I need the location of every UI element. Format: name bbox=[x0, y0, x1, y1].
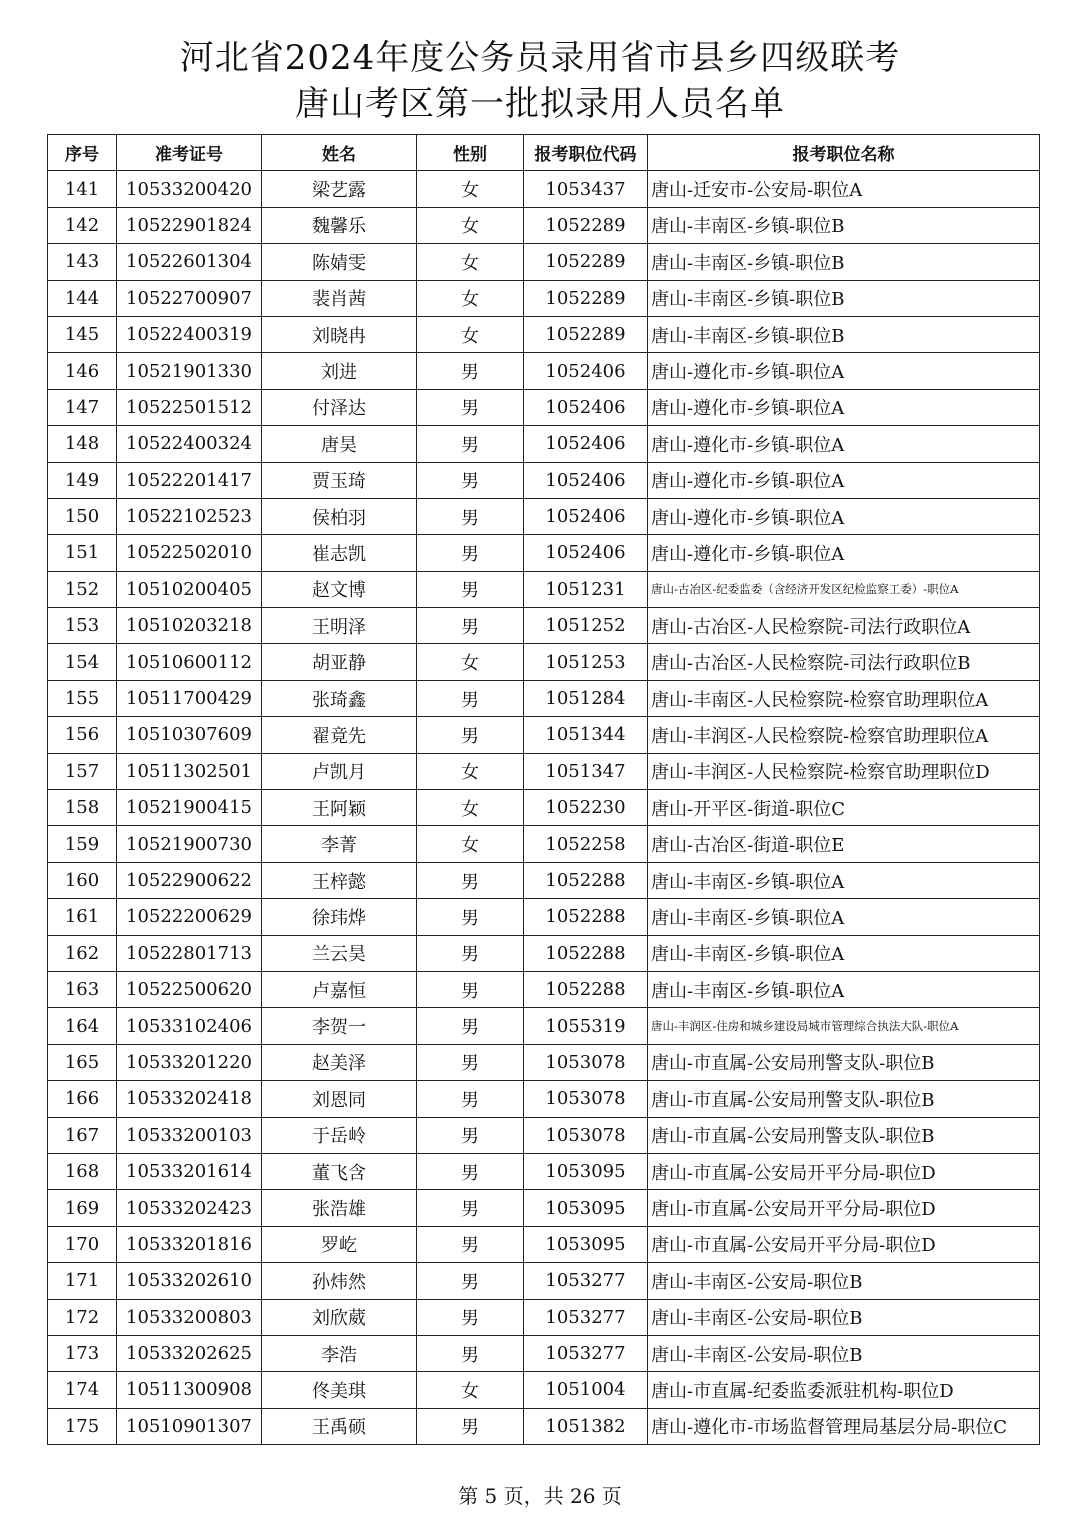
cell-exam-id: 10510600112 bbox=[117, 644, 262, 680]
cell-position-code: 1052288 bbox=[524, 935, 648, 971]
cell-name: 李菁 bbox=[262, 826, 417, 862]
cell-exam-id: 10522102523 bbox=[117, 498, 262, 534]
cell-index: 167 bbox=[48, 1117, 117, 1153]
table-row bbox=[48, 571, 1040, 607]
cell-exam-id: 10510307609 bbox=[117, 717, 262, 753]
cell-gender: 男 bbox=[417, 1008, 524, 1044]
table-row bbox=[48, 1226, 1040, 1262]
cell-name: 翟竟先 bbox=[262, 717, 417, 753]
cell-gender: 男 bbox=[417, 1299, 524, 1335]
cell-position-name: 唐山-遵化市-乡镇-职位A bbox=[648, 462, 1040, 498]
table-row bbox=[48, 171, 1040, 207]
cell-position-code: 1051252 bbox=[524, 608, 648, 644]
table-row bbox=[48, 280, 1040, 316]
table-row bbox=[48, 862, 1040, 898]
cell-name: 付泽达 bbox=[262, 389, 417, 425]
cell-gender: 男 bbox=[417, 717, 524, 753]
cell-index: 151 bbox=[48, 535, 117, 571]
cell-exam-id: 10522900622 bbox=[117, 862, 262, 898]
cell-exam-id: 10533202423 bbox=[117, 1190, 262, 1226]
cell-gender: 男 bbox=[417, 353, 524, 389]
cell-position-code: 1053078 bbox=[524, 1044, 648, 1080]
cell-position-name: 唐山-丰润区-人民检察院-检察官助理职位A bbox=[648, 717, 1040, 753]
cell-index: 150 bbox=[48, 498, 117, 534]
cell-position-code: 1053095 bbox=[524, 1153, 648, 1189]
cell-index: 159 bbox=[48, 826, 117, 862]
cell-gender: 女 bbox=[417, 753, 524, 789]
cell-gender: 女 bbox=[417, 171, 524, 207]
cell-index: 157 bbox=[48, 753, 117, 789]
cell-index: 171 bbox=[48, 1263, 117, 1299]
cell-index: 153 bbox=[48, 608, 117, 644]
table-row bbox=[48, 608, 1040, 644]
header-position-name: 报考职位名称 bbox=[648, 135, 1040, 171]
cell-position-name: 唐山-市直属-公安局开平分局-职位D bbox=[648, 1153, 1040, 1189]
cell-exam-id: 10522500620 bbox=[117, 971, 262, 1007]
table-row bbox=[48, 316, 1040, 352]
cell-position-code: 1053095 bbox=[524, 1190, 648, 1226]
cell-name: 贾玉琦 bbox=[262, 462, 417, 498]
cell-position-code: 1052406 bbox=[524, 353, 648, 389]
cell-gender: 女 bbox=[417, 244, 524, 280]
cell-position-name: 唐山-古冶区-纪委监委（含经济开发区纪检监察工委）-职位A bbox=[648, 571, 1040, 607]
cell-position-name: 唐山-市直属-公安局开平分局-职位D bbox=[648, 1190, 1040, 1226]
cell-name: 侯柏羽 bbox=[262, 498, 417, 534]
cell-gender: 男 bbox=[417, 535, 524, 571]
header-name: 姓名 bbox=[262, 135, 417, 171]
cell-name: 刘进 bbox=[262, 353, 417, 389]
cell-position-code: 1052289 bbox=[524, 280, 648, 316]
cell-name: 兰云昊 bbox=[262, 935, 417, 971]
cell-gender: 男 bbox=[417, 862, 524, 898]
table-row bbox=[48, 1372, 1040, 1408]
cell-name: 刘欣葳 bbox=[262, 1299, 417, 1335]
table-row bbox=[48, 1044, 1040, 1080]
page-footer: 第 5 页，共 26 页 bbox=[458, 1484, 622, 1508]
cell-name: 罗屹 bbox=[262, 1226, 417, 1262]
table-row bbox=[48, 1153, 1040, 1189]
cell-name: 徐玮烨 bbox=[262, 899, 417, 935]
cell-position-name: 唐山-古冶区-人民检察院-司法行政职位A bbox=[648, 608, 1040, 644]
cell-position-name: 唐山-开平区-街道-职位C bbox=[648, 790, 1040, 826]
cell-position-code: 1055319 bbox=[524, 1008, 648, 1044]
cell-name: 于岳岭 bbox=[262, 1117, 417, 1153]
cell-position-code: 1052406 bbox=[524, 389, 648, 425]
cell-gender: 男 bbox=[417, 899, 524, 935]
cell-name: 裴肖茜 bbox=[262, 280, 417, 316]
cell-exam-id: 10533201816 bbox=[117, 1226, 262, 1262]
cell-position-code: 1053277 bbox=[524, 1299, 648, 1335]
cell-exam-id: 10533200420 bbox=[117, 171, 262, 207]
cell-name: 张浩雄 bbox=[262, 1190, 417, 1226]
cell-gender: 男 bbox=[417, 608, 524, 644]
cell-name: 梁艺露 bbox=[262, 171, 417, 207]
cell-index: 149 bbox=[48, 462, 117, 498]
table-row bbox=[48, 498, 1040, 534]
table-row bbox=[48, 207, 1040, 243]
cell-index: 146 bbox=[48, 353, 117, 389]
cell-position-code: 1052288 bbox=[524, 899, 648, 935]
cell-position-name: 唐山-丰南区-公安局-职位B bbox=[648, 1299, 1040, 1335]
table-row bbox=[48, 1408, 1040, 1444]
header-position-code: 报考职位代码 bbox=[524, 135, 648, 171]
cell-position-name: 唐山-丰南区-人民检察院-检察官助理职位A bbox=[648, 680, 1040, 716]
cell-position-code: 1052289 bbox=[524, 316, 648, 352]
cell-index: 164 bbox=[48, 1008, 117, 1044]
table-row bbox=[48, 935, 1040, 971]
table-row bbox=[48, 244, 1040, 280]
cell-index: 173 bbox=[48, 1335, 117, 1371]
cell-name: 王阿颖 bbox=[262, 790, 417, 826]
cell-index: 145 bbox=[48, 316, 117, 352]
cell-index: 174 bbox=[48, 1372, 117, 1408]
cell-position-name: 唐山-市直属-纪委监委派驻机构-职位D bbox=[648, 1372, 1040, 1408]
cell-exam-id: 10521901330 bbox=[117, 353, 262, 389]
cell-position-code: 1051382 bbox=[524, 1408, 648, 1444]
cell-index: 169 bbox=[48, 1190, 117, 1226]
cell-index: 161 bbox=[48, 899, 117, 935]
cell-position-code: 1051344 bbox=[524, 717, 648, 753]
cell-gender: 男 bbox=[417, 1335, 524, 1371]
cell-exam-id: 10533200103 bbox=[117, 1117, 262, 1153]
cell-name: 佟美琪 bbox=[262, 1372, 417, 1408]
cell-name: 董飞含 bbox=[262, 1153, 417, 1189]
cell-gender: 女 bbox=[417, 790, 524, 826]
cell-position-code: 1052288 bbox=[524, 971, 648, 1007]
cell-name: 唐昊 bbox=[262, 426, 417, 462]
cell-exam-id: 10522801713 bbox=[117, 935, 262, 971]
cell-index: 147 bbox=[48, 389, 117, 425]
cell-position-code: 1051284 bbox=[524, 680, 648, 716]
cell-name: 李贺一 bbox=[262, 1008, 417, 1044]
table-row bbox=[48, 1008, 1040, 1044]
cell-position-name: 唐山-迁安市-公安局-职位A bbox=[648, 171, 1040, 207]
cell-exam-id: 10533200803 bbox=[117, 1299, 262, 1335]
cell-exam-id: 10510200405 bbox=[117, 571, 262, 607]
cell-position-name: 唐山-市直属-公安局刑警支队-职位B bbox=[648, 1044, 1040, 1080]
cell-name: 王梓懿 bbox=[262, 862, 417, 898]
cell-position-code: 1052406 bbox=[524, 498, 648, 534]
cell-position-name: 唐山-遵化市-乡镇-职位A bbox=[648, 426, 1040, 462]
table-row bbox=[48, 753, 1040, 789]
table-row bbox=[48, 644, 1040, 680]
cell-index: 175 bbox=[48, 1408, 117, 1444]
cell-exam-id: 10533201614 bbox=[117, 1153, 262, 1189]
table-header-row bbox=[48, 135, 1040, 171]
cell-exam-id: 10522201417 bbox=[117, 462, 262, 498]
cell-name: 王明泽 bbox=[262, 608, 417, 644]
cell-exam-id: 10533202625 bbox=[117, 1335, 262, 1371]
table-row bbox=[48, 971, 1040, 1007]
cell-position-name: 唐山-遵化市-乡镇-职位A bbox=[648, 535, 1040, 571]
table-row bbox=[48, 535, 1040, 571]
cell-index: 158 bbox=[48, 790, 117, 826]
cell-position-name: 唐山-丰南区-乡镇-职位B bbox=[648, 316, 1040, 352]
cell-name: 孙炜然 bbox=[262, 1263, 417, 1299]
header-gender: 性别 bbox=[417, 135, 524, 171]
cell-name: 刘晓冉 bbox=[262, 316, 417, 352]
cell-name: 卢嘉恒 bbox=[262, 971, 417, 1007]
cell-gender: 男 bbox=[417, 1226, 524, 1262]
cell-position-name: 唐山-市直属-公安局开平分局-职位D bbox=[648, 1226, 1040, 1262]
cell-gender: 男 bbox=[417, 462, 524, 498]
cell-index: 165 bbox=[48, 1044, 117, 1080]
cell-position-name: 唐山-丰南区-公安局-职位B bbox=[648, 1263, 1040, 1299]
cell-position-name: 唐山-遵化市-乡镇-职位A bbox=[648, 389, 1040, 425]
cell-index: 142 bbox=[48, 207, 117, 243]
cell-exam-id: 10522501512 bbox=[117, 389, 262, 425]
cell-index: 170 bbox=[48, 1226, 117, 1262]
cell-position-code: 1052289 bbox=[524, 207, 648, 243]
cell-exam-id: 10522502010 bbox=[117, 535, 262, 571]
table-row bbox=[48, 353, 1040, 389]
cell-gender: 男 bbox=[417, 1081, 524, 1117]
cell-name: 卢凯月 bbox=[262, 753, 417, 789]
cell-position-name: 唐山-市直属-公安局刑警支队-职位B bbox=[648, 1117, 1040, 1153]
cell-position-name: 唐山-丰南区-乡镇-职位A bbox=[648, 935, 1040, 971]
personnel-table bbox=[47, 134, 1040, 1445]
cell-gender: 男 bbox=[417, 1044, 524, 1080]
cell-index: 163 bbox=[48, 971, 117, 1007]
table-row bbox=[48, 717, 1040, 753]
cell-name: 胡亚静 bbox=[262, 644, 417, 680]
cell-position-code: 1051253 bbox=[524, 644, 648, 680]
cell-exam-id: 10511300908 bbox=[117, 1372, 262, 1408]
cell-index: 156 bbox=[48, 717, 117, 753]
cell-position-code: 1053277 bbox=[524, 1263, 648, 1299]
cell-position-name: 唐山-市直属-公安局刑警支队-职位B bbox=[648, 1081, 1040, 1117]
cell-index: 155 bbox=[48, 680, 117, 716]
cell-exam-id: 10511302501 bbox=[117, 753, 262, 789]
cell-gender: 男 bbox=[417, 1117, 524, 1153]
cell-exam-id: 10522200629 bbox=[117, 899, 262, 935]
table-row bbox=[48, 899, 1040, 935]
cell-exam-id: 10533201220 bbox=[117, 1044, 262, 1080]
cell-gender: 男 bbox=[417, 935, 524, 971]
cell-name: 李浩 bbox=[262, 1335, 417, 1371]
cell-gender: 女 bbox=[417, 316, 524, 352]
cell-name: 赵美泽 bbox=[262, 1044, 417, 1080]
header-exam-id: 准考证号 bbox=[117, 135, 262, 171]
cell-index: 148 bbox=[48, 426, 117, 462]
cell-position-name: 唐山-丰南区-乡镇-职位A bbox=[648, 899, 1040, 935]
table-row bbox=[48, 1263, 1040, 1299]
cell-gender: 男 bbox=[417, 498, 524, 534]
table-row bbox=[48, 389, 1040, 425]
header-index: 序号 bbox=[48, 135, 117, 171]
cell-position-code: 1052230 bbox=[524, 790, 648, 826]
cell-exam-id: 10522601304 bbox=[117, 244, 262, 280]
cell-position-code: 1053078 bbox=[524, 1081, 648, 1117]
table-row bbox=[48, 1190, 1040, 1226]
table-row bbox=[48, 826, 1040, 862]
cell-exam-id: 10510203218 bbox=[117, 608, 262, 644]
cell-position-code: 1052406 bbox=[524, 426, 648, 462]
cell-exam-id: 10522700907 bbox=[117, 280, 262, 316]
cell-gender: 女 bbox=[417, 280, 524, 316]
cell-position-name: 唐山-丰南区-乡镇-职位A bbox=[648, 971, 1040, 1007]
cell-gender: 男 bbox=[417, 1153, 524, 1189]
cell-name: 王禹硕 bbox=[262, 1408, 417, 1444]
cell-position-code: 1051004 bbox=[524, 1372, 648, 1408]
cell-position-code: 1053277 bbox=[524, 1335, 648, 1371]
cell-index: 172 bbox=[48, 1299, 117, 1335]
cell-index: 160 bbox=[48, 862, 117, 898]
cell-index: 152 bbox=[48, 571, 117, 607]
cell-exam-id: 10522400319 bbox=[117, 316, 262, 352]
cell-name: 陈婧雯 bbox=[262, 244, 417, 280]
cell-position-code: 1051231 bbox=[524, 571, 648, 607]
cell-position-code: 1052289 bbox=[524, 244, 648, 280]
cell-position-code: 1053078 bbox=[524, 1117, 648, 1153]
cell-name: 赵文博 bbox=[262, 571, 417, 607]
cell-position-name: 唐山-古冶区-人民检察院-司法行政职位B bbox=[648, 644, 1040, 680]
cell-exam-id: 10533202418 bbox=[117, 1081, 262, 1117]
cell-position-name: 唐山-丰南区-乡镇-职位B bbox=[648, 280, 1040, 316]
table-row bbox=[48, 462, 1040, 498]
table-row bbox=[48, 1299, 1040, 1335]
cell-position-code: 1052406 bbox=[524, 535, 648, 571]
table-row bbox=[48, 1117, 1040, 1153]
cell-exam-id: 10533202610 bbox=[117, 1263, 262, 1299]
cell-position-code: 1053437 bbox=[524, 171, 648, 207]
cell-position-code: 1053095 bbox=[524, 1226, 648, 1262]
cell-position-code: 1052288 bbox=[524, 862, 648, 898]
cell-name: 刘恩同 bbox=[262, 1081, 417, 1117]
cell-position-name: 唐山-丰南区-乡镇-职位B bbox=[648, 244, 1040, 280]
table-row bbox=[48, 1081, 1040, 1117]
table-row bbox=[48, 426, 1040, 462]
cell-gender: 男 bbox=[417, 1190, 524, 1226]
cell-index: 144 bbox=[48, 280, 117, 316]
document-title-line2: 唐山考区第一批拟录用人员名单 bbox=[295, 84, 785, 124]
cell-name: 崔志凯 bbox=[262, 535, 417, 571]
cell-exam-id: 10510901307 bbox=[117, 1408, 262, 1444]
cell-gender: 男 bbox=[417, 426, 524, 462]
cell-exam-id: 10533102406 bbox=[117, 1008, 262, 1044]
cell-position-name: 唐山-丰南区-公安局-职位B bbox=[648, 1335, 1040, 1371]
cell-index: 154 bbox=[48, 644, 117, 680]
cell-index: 141 bbox=[48, 171, 117, 207]
cell-position-code: 1052406 bbox=[524, 462, 648, 498]
cell-position-name: 唐山-古冶区-街道-职位E bbox=[648, 826, 1040, 862]
cell-position-name: 唐山-丰润区-住房和城乡建设局城市管理综合执法大队-职位A bbox=[648, 1008, 1040, 1044]
cell-gender: 男 bbox=[417, 680, 524, 716]
table-row bbox=[48, 790, 1040, 826]
cell-exam-id: 10522901824 bbox=[117, 207, 262, 243]
cell-index: 143 bbox=[48, 244, 117, 280]
cell-gender: 女 bbox=[417, 207, 524, 243]
cell-position-name: 唐山-丰润区-人民检察院-检察官助理职位D bbox=[648, 753, 1040, 789]
cell-position-name: 唐山-遵化市-乡镇-职位A bbox=[648, 353, 1040, 389]
table-row bbox=[48, 1335, 1040, 1371]
cell-position-code: 1051347 bbox=[524, 753, 648, 789]
cell-gender: 男 bbox=[417, 1263, 524, 1299]
cell-exam-id: 10521900730 bbox=[117, 826, 262, 862]
cell-position-name: 唐山-丰南区-乡镇-职位A bbox=[648, 862, 1040, 898]
cell-name: 张琦鑫 bbox=[262, 680, 417, 716]
cell-gender: 女 bbox=[417, 1372, 524, 1408]
cell-gender: 女 bbox=[417, 826, 524, 862]
cell-gender: 男 bbox=[417, 971, 524, 1007]
cell-position-name: 唐山-丰南区-乡镇-职位B bbox=[648, 207, 1040, 243]
cell-exam-id: 10511700429 bbox=[117, 680, 262, 716]
cell-position-code: 1052258 bbox=[524, 826, 648, 862]
cell-exam-id: 10521900415 bbox=[117, 790, 262, 826]
cell-position-name: 唐山-遵化市-市场监督管理局基层分局-职位C bbox=[648, 1408, 1040, 1444]
cell-gender: 男 bbox=[417, 389, 524, 425]
cell-gender: 男 bbox=[417, 571, 524, 607]
table-row bbox=[48, 680, 1040, 716]
cell-index: 162 bbox=[48, 935, 117, 971]
cell-position-name: 唐山-遵化市-乡镇-职位A bbox=[648, 498, 1040, 534]
cell-index: 168 bbox=[48, 1153, 117, 1189]
document-title-line1: 河北省2024年度公务员录用省市县乡四级联考 bbox=[179, 38, 901, 78]
cell-name: 魏馨乐 bbox=[262, 207, 417, 243]
cell-index: 166 bbox=[48, 1081, 117, 1117]
cell-gender: 女 bbox=[417, 644, 524, 680]
cell-gender: 男 bbox=[417, 1408, 524, 1444]
cell-exam-id: 10522400324 bbox=[117, 426, 262, 462]
